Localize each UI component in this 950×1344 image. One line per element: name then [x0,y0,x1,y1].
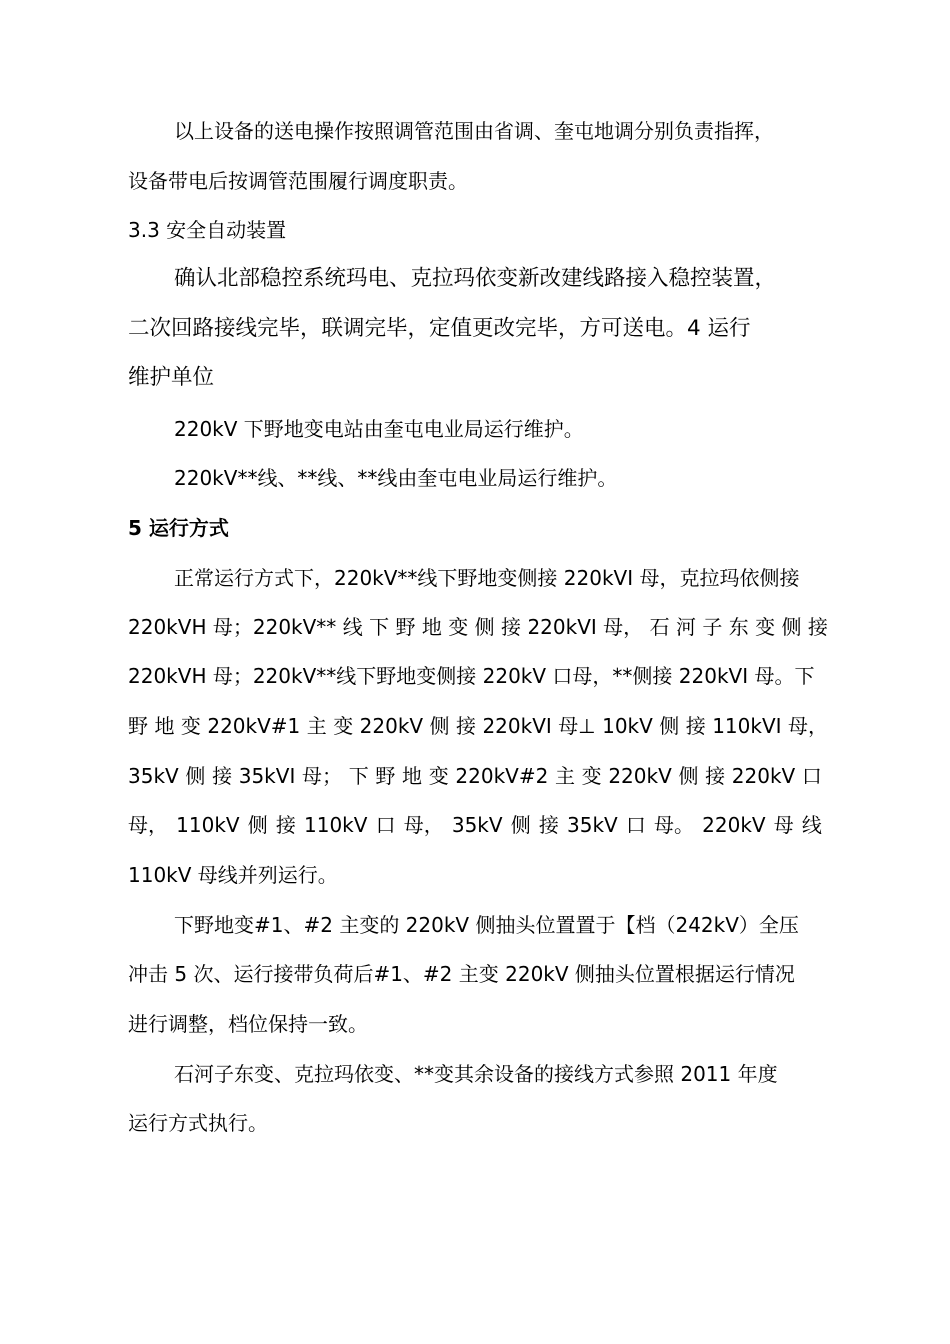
word: 地 [402,764,423,788]
paragraph-line: 石河子东变、克拉玛依变、**变其余设备的接线方式参照 2011 年度 [174,1062,778,1086]
word: 野 [375,764,396,788]
word: 母； [302,764,343,788]
word: 母， [128,813,168,837]
word: 接 [212,764,233,788]
word: 220kVI [482,714,552,738]
word: 主 [306,714,327,738]
word: 野 [128,714,148,738]
word: 地 [154,714,175,738]
word: 220kVI [527,615,597,639]
paragraph-line: 220kV 下野地变电站由奎屯电业局运行维护。 [174,417,584,441]
word: 接 [275,813,296,837]
word: 侧 [474,615,495,639]
word: 220kV [731,764,796,788]
word: 35kV [451,813,503,837]
word: 110kV [304,813,368,837]
word: 变 [581,764,602,788]
word: 下 [348,764,369,788]
word: 接 [705,764,726,788]
word: 线 [801,813,822,837]
word: 110kV [176,813,240,837]
word: 母， [603,615,644,639]
word: 母。 [654,813,694,837]
word: 变 [448,615,469,639]
paragraph-line-justified [128,764,822,788]
word: 东 [728,615,749,639]
word: 35kVI [238,764,296,788]
paragraph-line: 维护单位 [128,365,215,390]
word: 35kV [567,813,618,837]
word: 变 [755,615,776,639]
word: 下 [369,615,390,639]
word: 接 [501,615,522,639]
section-heading: 3.3 安全自动装置 [128,218,287,242]
paragraph-line: 二次回路接线完毕，联调完毕，定值更改完毕，方可送电。4 运行 [128,316,751,341]
word: 母⊥ [558,714,596,738]
word: 侧 [185,764,206,788]
word: 口 [625,813,646,837]
paragraph-line: 220kVH 母；220kV**线下野地变侧接 220kV 口母，**侧接 220kVI 母。下 [128,664,815,688]
paragraph-line: 220kV**线、**线、**线由奎屯电业局运行维护。 [174,466,618,490]
word: 线 [342,615,363,639]
word: 地 [421,615,442,639]
word: 主 [554,764,575,788]
word: 母， [787,714,828,738]
paragraph-line: 确认北部稳控系统玛电、克拉玛依变新改建线路接入稳控装置， [174,266,777,291]
word: 母 [773,813,794,837]
paragraph-line: 冲击 5 次、运行接带负荷后#1、#2 主变 220kV 侧抽头位置根据运行情况 [128,962,795,986]
paragraph-line-justified [128,615,828,639]
paragraph-line: 正常运行方式下，220kV**线下野地变侧接 220kVI 母，克拉玛依侧接 [174,566,800,590]
word: 子 [702,615,723,639]
paragraph-line: 110kV 母线并列运行。 [128,863,338,887]
word: 变 [428,764,449,788]
paragraph-line: 下野地变#1、#2 主变的 220kV 侧抽头位置置于【档（242kV）全压 [174,913,799,937]
word: 接 [807,615,828,639]
paragraph-line: 以上设备的送电操作按照调管范围由省调、奎屯地调分别负责指挥， [174,119,774,143]
word: 口 [801,764,822,788]
word: 石 [649,615,670,639]
word: 接 [685,714,706,738]
word: 侧 [781,615,802,639]
word: 野 [395,615,416,639]
word: 接 [538,813,559,837]
word: 220kV#1 [207,714,301,738]
word: 侧 [429,714,450,738]
word: 变 [333,714,354,738]
word: 侧 [678,764,699,788]
word: 220kV [702,813,766,837]
paragraph-line: 进行调整，档位保持一致。 [128,1012,368,1036]
word: 侧 [247,813,268,837]
word: 侧 [510,813,531,837]
word: 变 [180,714,201,738]
word: 220kV [359,714,424,738]
word: 河 [675,615,696,639]
word: 接 [455,714,476,738]
section-heading: 5 运行方式 [128,516,229,540]
paragraph-line-justified [128,813,822,837]
word: 母， [403,813,444,837]
word: 220kV#2 [455,764,549,788]
word: 口 [375,813,396,837]
paragraph-line: 运行方式执行。 [128,1111,268,1135]
word: 35kV [128,764,179,788]
word: 220kV [608,764,672,788]
word: 侧 [659,714,680,738]
word: 220kVH [128,615,207,639]
word: 110kVI [712,714,782,738]
paragraph-line-justified [128,714,828,738]
word: 母；220kV** [212,615,337,639]
word: 10kV [602,714,653,738]
paragraph-line: 设备带电后按调管范围履行调度职责。 [128,169,468,193]
